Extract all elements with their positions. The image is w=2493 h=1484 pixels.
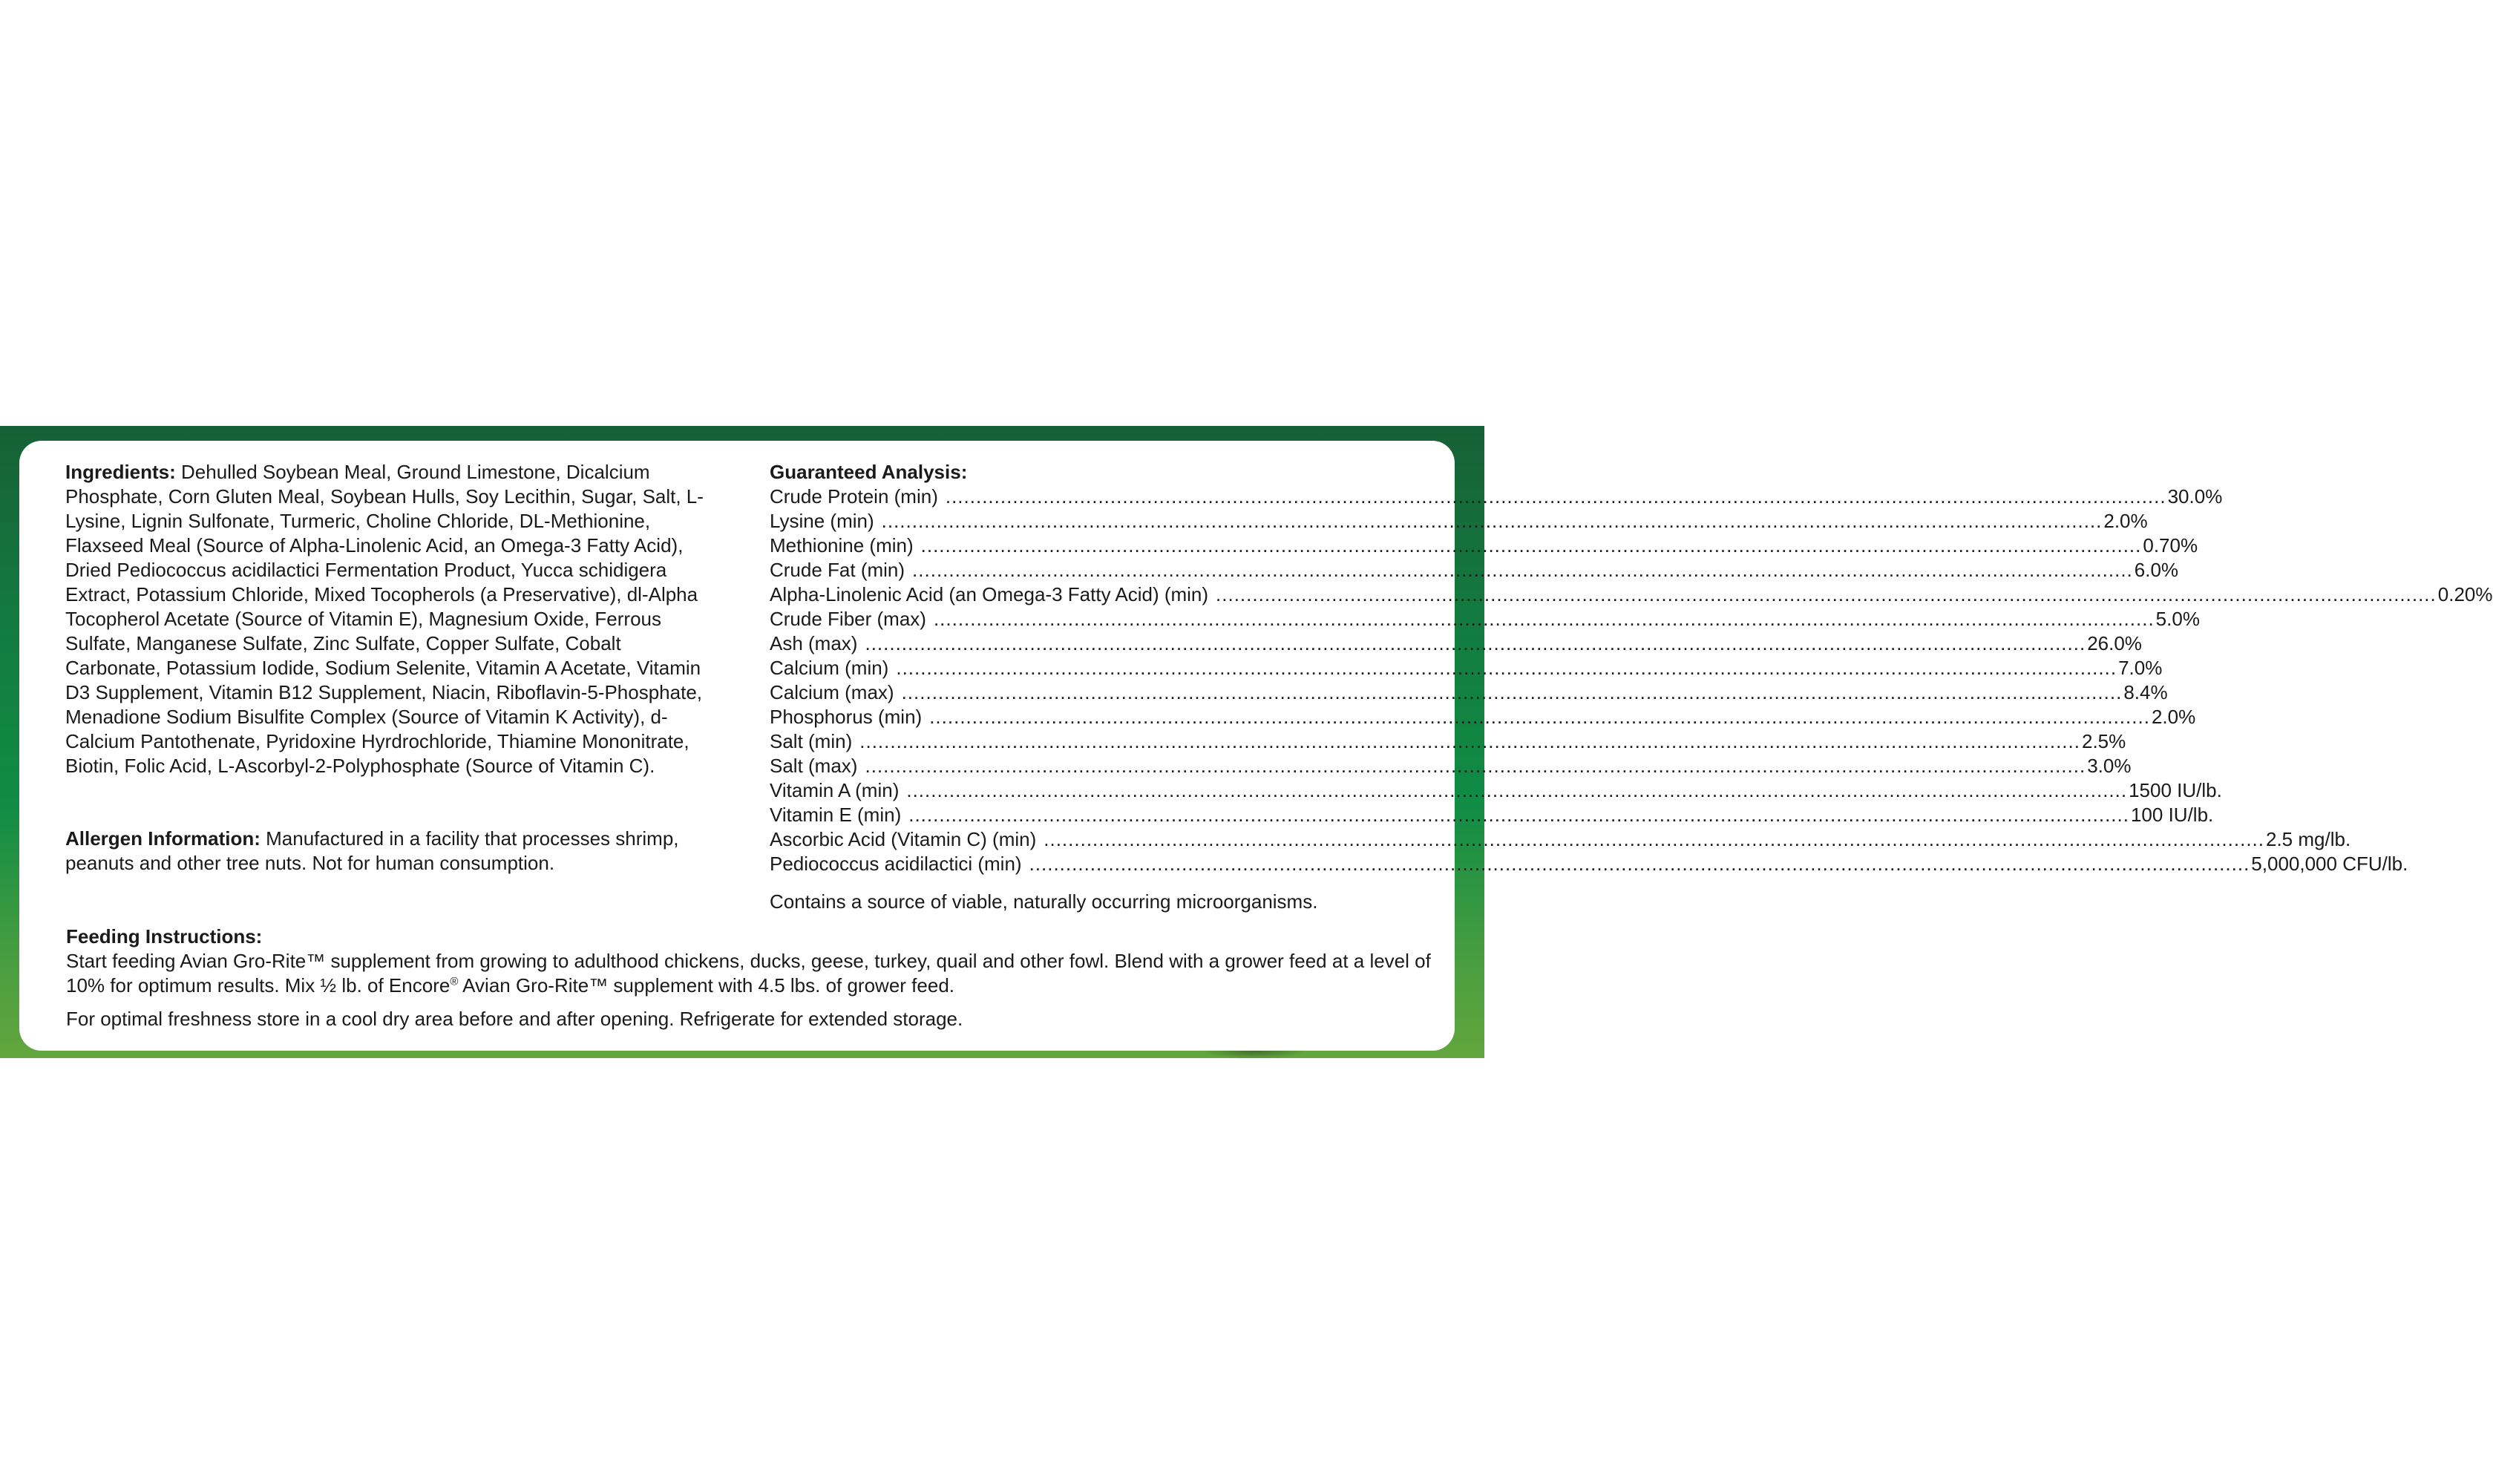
analysis-value: 8.4% xyxy=(2123,681,2168,703)
analysis-nutrient: Salt (min) xyxy=(770,730,853,752)
analysis-nutrient: Crude Fat (min) xyxy=(770,559,905,581)
analysis-row xyxy=(770,509,2148,533)
leader-dots: ........................................................................................................................................................................................................ xyxy=(945,485,2166,508)
leader-dots: ........................................................................................................................................................................................................ xyxy=(912,559,2133,581)
ingredients-section xyxy=(65,460,718,778)
analysis-row xyxy=(770,778,2222,803)
analysis-row xyxy=(770,631,2142,656)
analysis-row xyxy=(770,729,2126,754)
analysis-value: 7.0% xyxy=(2118,657,2163,679)
analysis-value: 1500 IU/lb. xyxy=(2129,779,2222,801)
leader-dots: ........................................................................................................................................................................................................ xyxy=(1216,583,2437,605)
analysis-row xyxy=(770,803,2214,827)
leader-dots: ........................................................................................................................................................................................................ xyxy=(901,681,2123,703)
analysis-row xyxy=(770,533,2198,558)
analysis-nutrient: Vitamin E (min) xyxy=(770,804,902,826)
storage-instructions: For optimal freshness store in a cool dry area before and after opening. Refrigerate for extended storage. xyxy=(66,1008,963,1030)
analysis-nutrient: Phosphorus (min) xyxy=(770,706,923,728)
analysis-row xyxy=(770,485,2223,509)
analysis-nutrient: Ascorbic Acid (Vitamin C) (min) xyxy=(770,828,1037,850)
allergen-heading: Allergen Information: xyxy=(65,827,261,850)
analysis-value: 30.0% xyxy=(2167,485,2223,508)
feeding-text-part1: Start feeding Avian Gro-Rite™ supplement from growing to adulthood chickens, ducks, geese, turkey, quail and other fowl. Blend with a grower feed at a level of 10% for optimum results. Mix ½ lb. of Encore xyxy=(66,950,1431,997)
ingredients-text: Dehulled Soybean Meal, Ground Limestone, Dicalcium Phosphate, Corn Gluten Meal, Soybean Hulls, Soy Lecithin, Sugar, Salt, L-Lysine, Lignin Sulfonate, Turmeric, Choline Chloride, DL-Methionine, Flaxseed Meal (Source of Alpha-Linolenic Acid, an Omega-3 Fatty Acid), Dried Pediococcus acidilactici Fermentation Product, Yucca schidigera Extract, Potassium Chloride, Mixed Tocopherols (a Preservative), dl-Alpha Tocopherol Acetate (Source of Vitamin E), Magnesium Oxide, Ferrous Sulfate, Manganese Sulfate, Zinc Sulfate, Copper Sulfate, Cobalt Carbonate, Potassium Iodide, Sodium Selenite, Vitamin A Acetate, Vitamin D3 Supplement, Vitamin B12 Supplement, Niacin, Riboflavin-5-Phosphate, Menadione Sodium Bisulfite Complex (Source of Vitamin K Activity), d-Calcium Pantothenate, Pyridoxine Hyrdrochloride, Thiamine Mononitrate, Biotin, Folic Acid, L-Ascorbyl-2-Polyphosphate (Source of Vitamin C). xyxy=(65,461,704,777)
analysis-nutrient: Calcium (max) xyxy=(770,681,894,703)
feeding-section xyxy=(66,925,1439,998)
feeding-heading: Feeding Instructions: xyxy=(66,925,263,948)
leader-dots: ........................................................................................................................................................................................................ xyxy=(896,657,2117,679)
leader-dots: ........................................................................................................................................................................................................ xyxy=(929,706,2150,728)
analysis-row xyxy=(770,680,2168,705)
analysis-value: 0.70% xyxy=(2143,534,2198,556)
analysis-nutrient: Crude Protein (min) xyxy=(770,485,938,508)
feeding-text xyxy=(66,949,1439,998)
analysis-nutrient: Calcium (min) xyxy=(770,657,889,679)
analysis-value: 5.0% xyxy=(2155,608,2200,630)
leader-dots: ........................................................................................................................................................................................................ xyxy=(906,779,2128,801)
guaranteed-analysis-heading: Guaranteed Analysis: xyxy=(770,461,968,483)
analysis-nutrient: Vitamin A (min) xyxy=(770,779,900,801)
leader-dots: ........................................................................................................................................................................................................ xyxy=(881,510,2103,532)
leader-dots: ........................................................................................................................................................................................................ xyxy=(865,755,2086,777)
analysis-row xyxy=(770,852,2408,876)
analysis-value: 2.0% xyxy=(2151,706,2196,728)
analysis-nutrient: Pediococcus acidilactici (min) xyxy=(770,853,1022,875)
analysis-value: 2.5 mg/lb. xyxy=(2266,828,2351,850)
analysis-nutrient: Methionine (min) xyxy=(770,534,914,556)
label-panel xyxy=(19,441,2493,1051)
analysis-value: 100 IU/lb. xyxy=(2130,804,2214,826)
analysis-row xyxy=(770,827,2351,852)
allergen-text: Manufactured in a facility that processes shrimp, peanuts and other tree nuts. Not for human consumption. xyxy=(65,827,679,874)
analysis-nutrient: Crude Fiber (max) xyxy=(770,608,926,630)
analysis-nutrient: Alpha-Linolenic Acid (an Omega-3 Fatty Acid) (min) xyxy=(770,583,1209,605)
leader-dots: ........................................................................................................................................................................................................ xyxy=(865,632,2086,654)
guaranteed-analysis-table xyxy=(770,485,2493,876)
leader-dots: ........................................................................................................................................................................................................ xyxy=(908,804,2129,826)
microorganism-note: Contains a source of viable, naturally occurring microorganisms. xyxy=(770,890,1318,913)
leader-dots: ........................................................................................................................................................................................................ xyxy=(920,534,2142,556)
leader-dots: ........................................................................................................................................................................................................ xyxy=(933,608,2155,630)
analysis-row xyxy=(770,656,2163,680)
ingredients-heading: Ingredients: xyxy=(65,461,176,483)
analysis-row xyxy=(770,754,2132,778)
guaranteed-analysis-section xyxy=(770,460,2493,914)
analysis-value: 3.0% xyxy=(2087,755,2132,777)
analysis-row xyxy=(770,558,2179,582)
allergen-section xyxy=(65,827,718,876)
registered-mark: ® xyxy=(450,975,459,988)
analysis-value: 2.0% xyxy=(2103,510,2148,532)
feeding-text-part2: Avian Gro-Rite™ supplement with 4.5 lbs. of grower feed. xyxy=(458,974,954,997)
analysis-value: 0.20% xyxy=(2437,583,2493,605)
analysis-nutrient: Lysine (min) xyxy=(770,510,874,532)
analysis-value: 5,000,000 CFU/lb. xyxy=(2251,853,2408,875)
leader-dots: ........................................................................................................................................................................................................ xyxy=(1044,828,2264,850)
leader-dots: ........................................................................................................................................................................................................ xyxy=(859,730,2080,752)
analysis-nutrient: Salt (max) xyxy=(770,755,858,777)
analysis-row xyxy=(770,705,2196,729)
leader-dots: ........................................................................................................................................................................................................ xyxy=(1029,853,2250,875)
analysis-row xyxy=(770,607,2200,631)
analysis-value: 6.0% xyxy=(2134,559,2179,581)
analysis-value: 2.5% xyxy=(2081,730,2126,752)
analysis-row xyxy=(770,582,2493,607)
analysis-value: 26.0% xyxy=(2087,632,2142,654)
analysis-nutrient: Ash (max) xyxy=(770,632,858,654)
